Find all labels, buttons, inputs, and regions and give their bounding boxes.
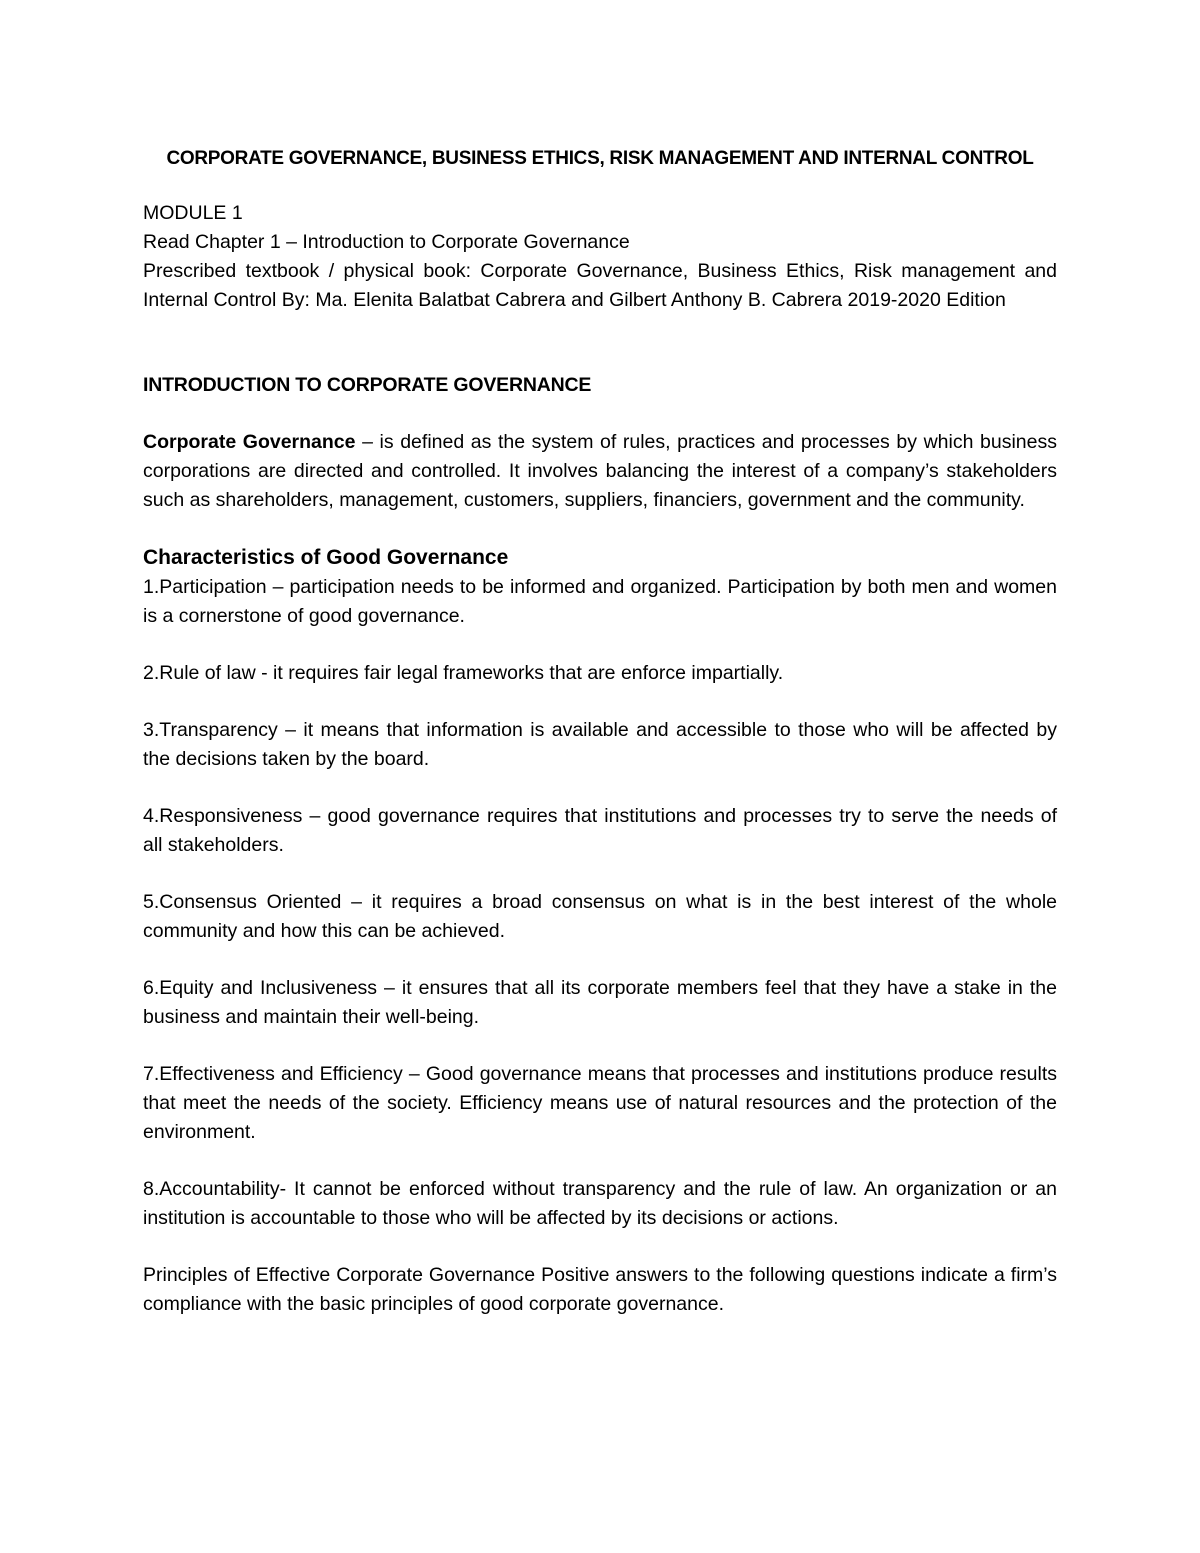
- characteristic-item: 8.Accountability- It cannot be enforced without transparency and the rule of law. An organization or an institution is accountable to those who will be affected by its decisions or actions.: [143, 1178, 1057, 1229]
- reading-assignment: Read Chapter 1 – Introduction to Corporate Governance: [143, 231, 630, 253]
- characteristics-heading: Characteristics of Good Governance: [143, 546, 509, 569]
- characteristic-item: 7.Effectiveness and Efficiency – Good governance means that processes and institutions produce results that meet the needs of the society. Efficiency means use of natural resources and the protection of the environment.: [143, 1063, 1057, 1143]
- characteristic-item: 5.Consensus Oriented – it requires a broad consensus on what is in the best interest of the whole community and how this can be achieved.: [143, 891, 1057, 942]
- definition-term: Corporate Governance: [143, 431, 356, 453]
- characteristic-item: 1.Participation – participation needs to be informed and organized. Participation by both men and women is a cornerstone of good governance.: [143, 576, 1057, 627]
- characteristic-item: 4.Responsiveness – good governance requires that institutions and processes try to serve the needs of all stakeholders.: [143, 805, 1057, 856]
- definition-text: – is defined as the system of rules, practices and processes by which business corporations are directed and controlled. It involves balancing the interest of a company’s stakeholders such as shareholders, management, customers, suppliers, financiers, government and the community.: [143, 431, 1057, 511]
- document-body: [143, 144, 1057, 1319]
- module-label: MODULE 1: [143, 202, 243, 224]
- closing-paragraph: Principles of Effective Corporate Governance Positive answers to the following questions indicate a firm’s compliance with the basic principles of good corporate governance.: [143, 1264, 1057, 1315]
- spacer: [143, 315, 1057, 371]
- definition-paragraph: [143, 428, 1057, 515]
- characteristic-item: 2.Rule of law - it requires fair legal frameworks that are enforce impartially.: [143, 662, 784, 684]
- section-heading: INTRODUCTION TO CORPORATE GOVERNANCE: [143, 374, 592, 396]
- textbook-reference: Prescribed textbook / physical book: Corporate Governance, Business Ethics, Risk management and Internal Control By: Ma. Elenita Balatbat Cabrera and Gilbert Anthony B. Cabrera 2019-2020 Edition: [143, 260, 1057, 311]
- document-title: CORPORATE GOVERNANCE, BUSINESS ETHICS, RISK MANAGEMENT AND INTERNAL CONTROL: [166, 148, 1034, 169]
- characteristic-item: 3.Transparency – it means that information is available and accessible to those who will be affected by the decisions taken by the board.: [143, 719, 1057, 770]
- characteristic-item: 6.Equity and Inclusiveness – it ensures that all its corporate members feel that they have a stake in the business and maintain their well-being.: [143, 977, 1057, 1028]
